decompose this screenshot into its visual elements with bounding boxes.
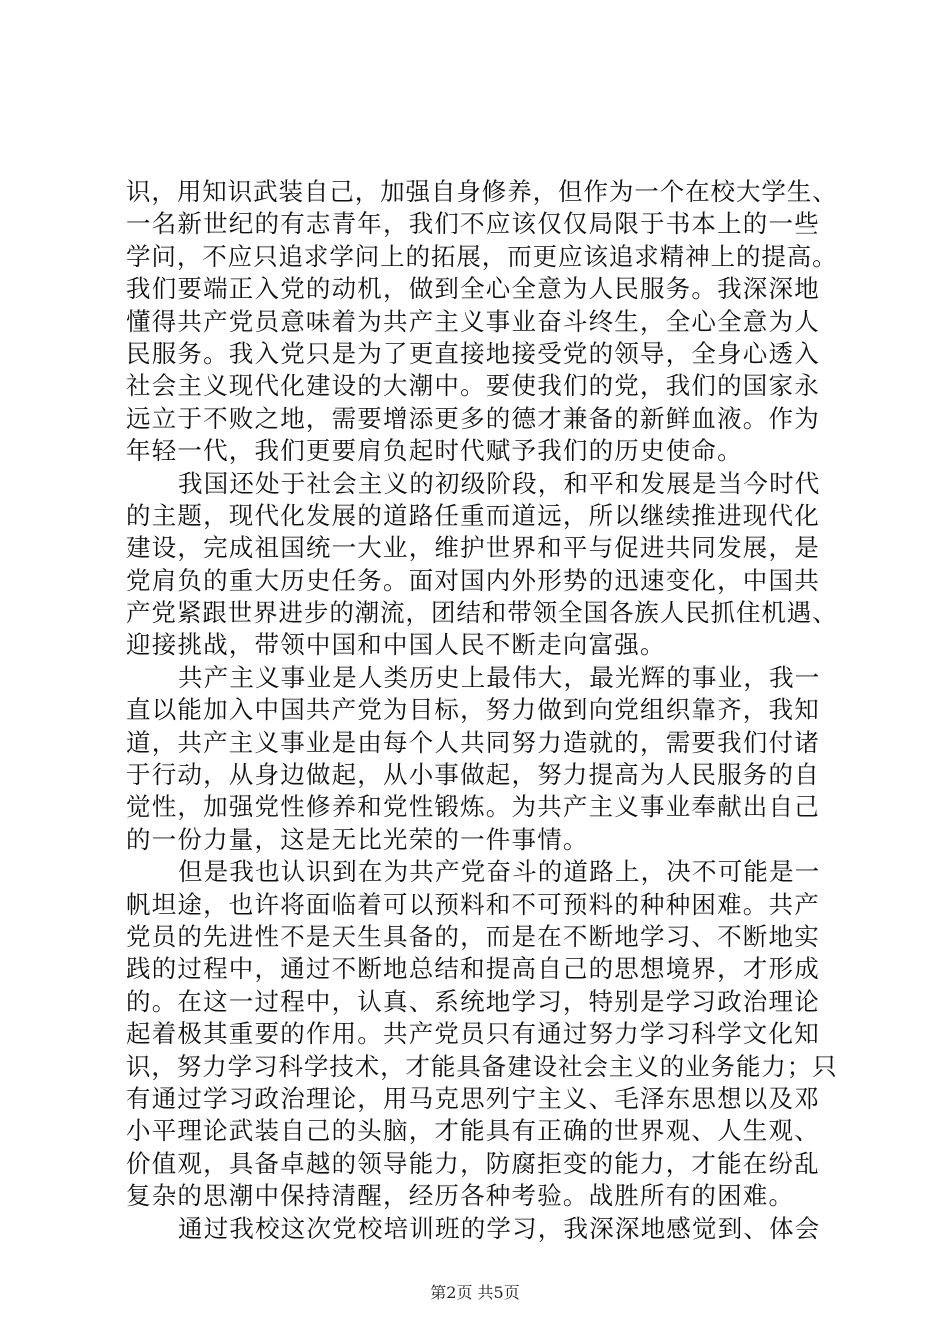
text-line: 年轻一代，我们更要肩负起时代赋予我们的历史使命。 [126, 436, 743, 466]
text-line: 起着极其重要的作用。共产党员只有通过努力学习科学文化知 [126, 1019, 820, 1049]
text-line: 我国还处于社会主义的初级阶段，和平和发展是当今时代 [178, 468, 821, 498]
text-line: 建设，完成祖国统一大业，维护世界和平与促进共同发展，是 [126, 533, 820, 563]
text-line: 识，用知识武装自己，加强自身修养，但作为一个在校大学生、 [126, 177, 838, 206]
text-line: 民服务。我入党只是为了更直接地接受党的领导，全身心透入 [126, 338, 820, 368]
text-line: 迎接挑战，带领中国和中国人民不断走向富强。 [126, 630, 666, 660]
text-line: 于行动，从身边做起，从小事做起，努力提高为人民服务的自 [126, 760, 820, 790]
text-line: 觉性，加强党性修养和党性锻炼。为共产主义事业奉献出自己 [126, 792, 820, 822]
text-line: 党肩负的重大历史任务。面对国内外形势的迅速变化，中国共 [126, 565, 820, 595]
page-footer [0, 1280, 950, 1303]
text-line: 但是我也认识到在为共产党奋斗的道路上，决不可能是一 [178, 857, 821, 887]
text-line: 复杂的思潮中保持清醒，经历各种考验。战胜所有的困难。 [126, 1181, 795, 1211]
text-line: 懂得共产党员意味着为共产主义事业奋斗终生，全心全意为人 [126, 306, 820, 336]
text-line: 小平理论武装自己的头脑，才能具有正确的世界观、人生观、 [126, 1116, 820, 1146]
text-line: 帆坦途，也许将面临着可以预料和不可预料的种种困难。共产 [126, 889, 820, 919]
text-line: 我们要端正入党的动机，做到全心全意为人民服务。我深深地 [126, 274, 820, 304]
text-line: 通过我校这次党校培训班的学习，我深深地感觉到、体会 [178, 1213, 821, 1243]
text-line: 社会主义现代化建设的大潮中。要使我们的党，我们的国家永 [126, 371, 820, 401]
text-line: 的。在这一过程中，认真、系统地学习，特别是学习政治理论 [126, 986, 820, 1016]
text-line: 有通过学习政治理论，用马克思列宁主义、毛泽东思想以及邓 [126, 1083, 820, 1113]
text-line: 共产主义事业是人类历史上最伟大，最光辉的事业，我一 [178, 662, 821, 692]
text-line: 直以能加入中国共产党为目标，努力做到向党组织靠齐，我知 [126, 695, 820, 725]
text-line: 识，努力学习科学技术，才能具备建设社会主义的业务能力；只 [126, 1051, 838, 1081]
text-line: 学问，不应只追求学问上的拓展，而更应该追求精神上的提高。 [126, 241, 838, 271]
text-line: 的一份力量，这是无比光荣的一件事情。 [126, 824, 589, 854]
text-line: 党员的先进性不是天生具备的，而是在不断地学习、不断地实 [126, 921, 820, 951]
text-line: 道，共产主义事业是由每个人共同努力造就的，需要我们付诸 [126, 727, 820, 757]
document-body [126, 176, 838, 1245]
text-line: 践的过程中，通过不断地总结和提高自己的思想境界，才形成 [126, 954, 820, 984]
text-line: 价值观，具备卓越的领导能力，防腐拒变的能力，才能在纷乱 [126, 1148, 820, 1178]
text-line: 的主题，现代化发展的道路任重而道远，所以继续推进现代化 [126, 500, 820, 530]
text-line: 一名新世纪的有志青年，我们不应该仅仅局限于书本上的一些 [126, 209, 820, 239]
text-line: 远立于不败之地，需要增添更多的德才兼备的新鲜血液。作为 [126, 403, 820, 433]
page-indicator: 第2页 共5页 [430, 1283, 520, 1302]
text-line: 产党紧跟世界进步的潮流，团结和带领全国各族人民抓住机遇、 [126, 598, 838, 628]
